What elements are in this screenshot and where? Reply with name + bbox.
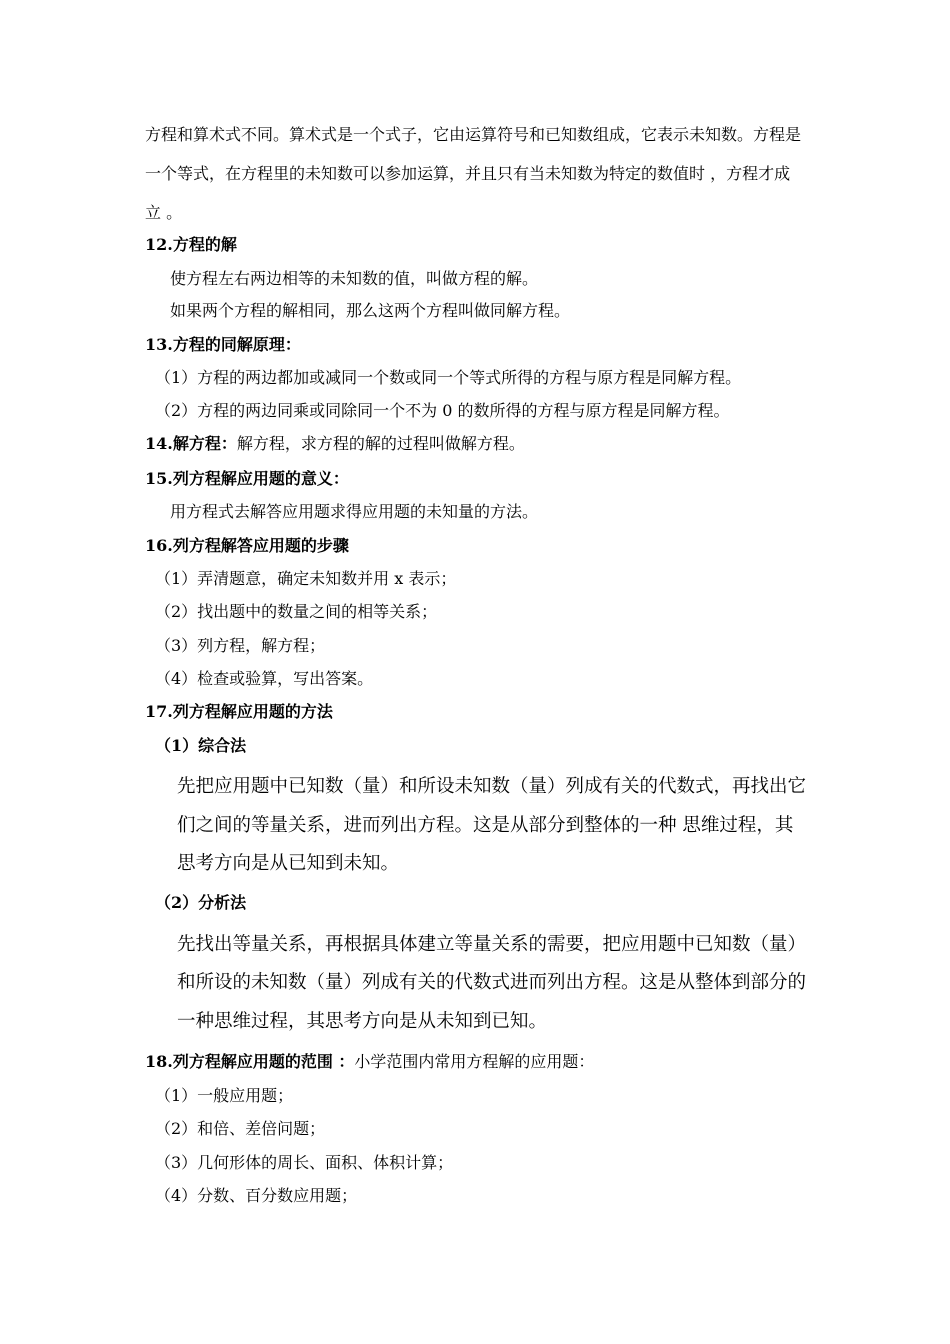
intro-line-3: 立 。: [145, 203, 183, 222]
section-14-title: 14.解方程：: [145, 434, 237, 453]
s17-method-1-line-1: 先把应用题中已知数（量）和所设未知数（量）列成有关的代数式，再找出它: [177, 776, 807, 797]
s17-method-1-label: （1）综合法: [155, 736, 247, 755]
section-14: [145, 434, 525, 454]
section-16-title: 16.列方程解答应用题的步骤: [145, 536, 349, 555]
s17-method-2-line-2: 和所设的未知数（量）列成有关的代数式进而列出方程。这是从整体到部分的: [177, 972, 807, 993]
s17-method-2-line-3: 一种思维过程，其思考方向是从未知到已知。: [177, 1011, 548, 1032]
s15-text: 用方程式去解答应用题求得应用题的未知量的方法。: [170, 502, 539, 521]
s12-line-1: 使方程左右两边相等的未知数的值，叫做方程的解。: [170, 269, 539, 288]
s17-method-2-label: （2）分析法: [155, 893, 247, 912]
section-18: [145, 1052, 594, 1072]
section-18-title: 18.列方程解应用题的范围 ：: [145, 1052, 355, 1071]
s17-method-1-line-3: 思考方向是从已知到未知。: [177, 853, 400, 874]
s16-item-1: （1）弄清题意，确定未知数并用 x 表示；: [155, 569, 457, 588]
s16-item-2: （2）找出题中的数量之间的相等关系；: [155, 602, 438, 621]
section-15-title: 15.列方程解应用题的意义：: [145, 469, 349, 488]
s17-method-1-line-2: 们之间的等量关系，进而列出方程。这是从部分到整体的一种 思维过程，其: [177, 815, 794, 836]
s18-item-3: （3）几何形体的周长、面积、体积计算；: [155, 1153, 454, 1172]
s16-item-4: （4）检查或验算，写出答案。: [155, 669, 374, 688]
intro-line-1: 方程和算术式不同。算术式是一个式子，它由运算符号和已知数组成，它表示未知数。方程是: [145, 125, 802, 144]
s13-item-2: （2）方程的两边同乘或同除同一个不为 0 的数所得的方程与原方程是同解方程。: [155, 401, 730, 420]
section-12-title: 12.方程的解: [145, 235, 237, 254]
s18-item-4: （4）分数、百分数应用题；: [155, 1186, 358, 1205]
s13-item-1: （1）方程的两边都加或减同一个数或同一个等式所得的方程与原方程是同解方程。: [155, 368, 742, 387]
s12-line-2: 如果两个方程的解相同，那么这两个方程叫做同解方程。: [170, 301, 571, 320]
section-14-text: 解方程，求方程的解的过程叫做解方程。: [236, 434, 525, 453]
s18-item-1: （1）一般应用题；: [155, 1086, 294, 1105]
s17-method-2-line-1: 先找出等量关系，再根据具体建立等量关系的需要，把应用题中已知数（量）: [177, 934, 807, 955]
intro-line-2: 一个等式，在方程里的未知数可以参加运算，并且只有当未知数为特定的数值时 ，方程才成: [145, 164, 791, 183]
section-18-text: 小学范围内常用方程解的应用题：: [354, 1052, 595, 1071]
section-17-title: 17.列方程解应用题的方法: [145, 702, 333, 721]
s18-item-2: （2）和倍、差倍问题；: [155, 1119, 326, 1138]
s16-item-3: （3）列方程，解方程；: [155, 636, 326, 655]
section-13-title: 13.方程的同解原理：: [145, 335, 301, 354]
